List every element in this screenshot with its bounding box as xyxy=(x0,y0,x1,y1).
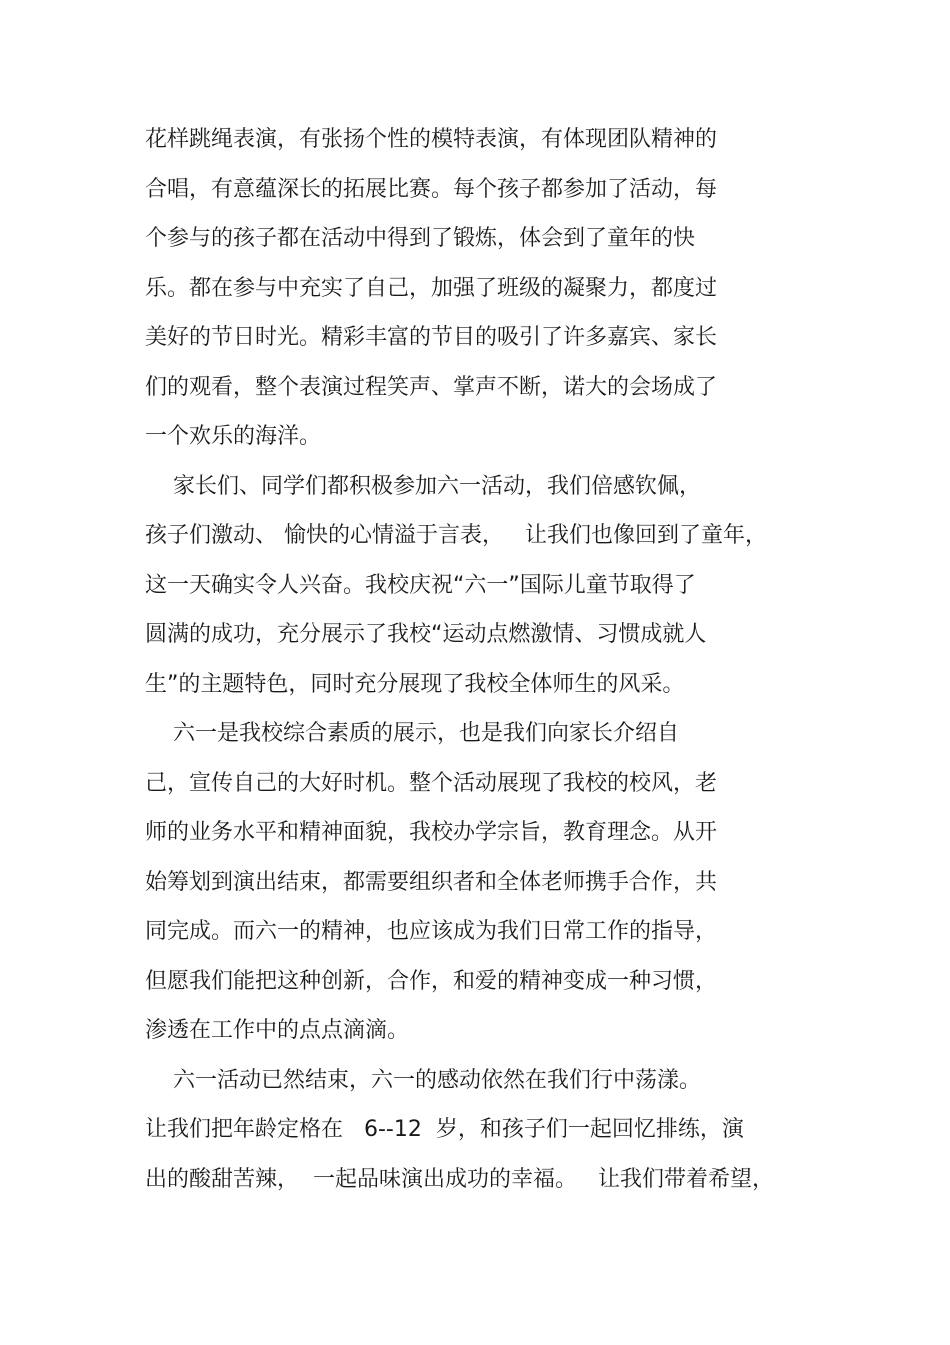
text-line: 己，宣传自己的大好时机。整个活动展现了我校的校风，老 xyxy=(145,770,718,796)
text-line: 个参与的孩子都在活动中得到了锻炼，体会到了童年的快 xyxy=(145,226,696,251)
text-line: 师的业务水平和精神面貌，我校办学宗旨，教育理念。从开 xyxy=(145,820,718,845)
text-line: 家长们、同学们都积极参加六一活动，我们倍感钦佩， xyxy=(145,473,701,499)
text-line: 让我们把年龄定格在 6--12 岁，和孩子们一起回忆排练，演 xyxy=(145,1117,744,1142)
text-line: 同完成。而六一的精神，也应该成为我们日常工作的指导， xyxy=(145,919,718,944)
text-line: 生”的主题特色，同时充分展现了我校全体师生的风采。 xyxy=(145,671,685,697)
text-line: 乐。都在参与中充实了自己，加强了班级的凝聚力，都度过 xyxy=(145,275,718,301)
text-line: 美好的节日时光。精彩丰富的节目的吸引了许多嘉宾、家长 xyxy=(145,325,718,350)
text-line: 出的酸甜苦辣， 一起品味演出成功的幸福。 让我们带着希望， xyxy=(145,1166,774,1192)
text-line: 始筹划到演出结束，都需要组织者和全体老师携手合作，共 xyxy=(145,869,718,895)
text-line: 六一活动已然结束，六一的感动依然在我们行中荡漾。 xyxy=(145,1067,701,1093)
text-line: 圆满的成功，充分展示了我校“运动点燃激情、习惯成就人 xyxy=(145,622,707,647)
text-line: 一个欢乐的海洋。 xyxy=(145,424,322,449)
text-line: 渗透在工作中的点点滴滴。 xyxy=(145,1018,410,1043)
text-line: 但愿我们能把这种创新，合作，和爱的精神变成一种习惯， xyxy=(145,968,718,994)
text-line: 花样跳绳表演，有张扬个性的模特表演，有体现团队精神的 xyxy=(145,127,718,152)
text-line: 们的观看，整个表演过程笑声、掌声不断，诺大的会场成了 xyxy=(145,374,718,400)
text-line: 六一是我校综合素质的展示，也是我们向家长介绍自 xyxy=(145,721,679,746)
text-line: 孩子们激动、 愉快的心情溢于言表， 让我们也像回到了童年， xyxy=(145,523,767,548)
document-body xyxy=(145,122,805,1211)
text-line: 合唱，有意蕴深长的拓展比赛。每个孩子都参加了活动，每 xyxy=(145,176,718,202)
text-line: 这一天确实令人兴奋。我校庆祝“六一”国际儿童节取得了 xyxy=(145,572,696,598)
